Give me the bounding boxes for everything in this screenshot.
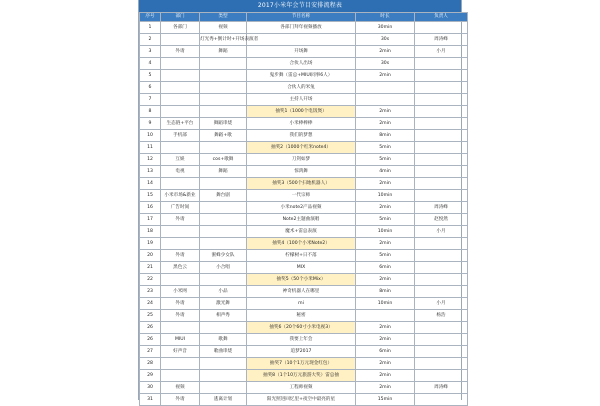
row-program: 抽奖1（1000个电饭煲） — [247, 106, 356, 118]
row-no: 9 — [140, 118, 161, 130]
row-duration: 2min — [356, 202, 415, 214]
row-owner — [415, 94, 468, 106]
row-dept: 外请 — [161, 250, 200, 262]
row-no: 22 — [140, 274, 161, 286]
row-duration: 2min — [356, 274, 415, 286]
table-row — [140, 202, 468, 214]
row-duration: 2min — [356, 382, 415, 394]
row-type — [200, 178, 247, 190]
row-no: 29 — [140, 370, 161, 382]
row-program: 鬼步舞（雷总+MIUI同事6人） — [247, 70, 356, 82]
row-program: 阳光照进回忆里+夜空中最亮的星 — [247, 394, 356, 406]
row-no: 26 — [140, 334, 161, 346]
row-no: 2 — [140, 34, 161, 46]
table-row — [140, 262, 468, 274]
table-row — [140, 58, 468, 70]
row-program: 小米note2产品视频 — [247, 202, 356, 214]
row-duration: 6min — [356, 262, 415, 274]
row-owner: 周涛峰 — [415, 382, 468, 394]
row-dept — [161, 370, 200, 382]
row-duration: 2min — [356, 238, 415, 250]
row-duration — [356, 82, 415, 94]
row-dept: MIUI — [161, 334, 200, 346]
row-duration: 10min — [356, 190, 415, 202]
row-duration: 4min — [356, 166, 415, 178]
row-dept — [161, 226, 200, 238]
row-type — [200, 58, 247, 70]
table-row — [140, 46, 468, 58]
row-type: 舞蹈+歌 — [200, 130, 247, 142]
row-dept: 生态链+平台 — [161, 118, 200, 130]
row-no: 7 — [140, 94, 161, 106]
row-dept: 外请 — [161, 46, 200, 58]
row-dept — [161, 142, 200, 154]
row-duration: 2min — [356, 118, 415, 130]
table-row — [140, 34, 468, 46]
row-duration: 6min — [356, 346, 415, 358]
header-program: 节目名称 — [247, 13, 356, 22]
row-type — [200, 382, 247, 394]
row-dept: 各部门 — [161, 22, 200, 34]
row-dept: 小米市场&新业 — [161, 190, 200, 202]
row-owner — [415, 250, 468, 262]
row-program: mi — [247, 298, 356, 310]
row-program: 抽奖6（20个60寸小米电视3） — [247, 322, 356, 334]
row-no: 27 — [140, 346, 161, 358]
row-owner — [415, 142, 468, 154]
row-owner: 周涛峰 — [415, 202, 468, 214]
row-dept — [161, 274, 200, 286]
row-duration: 2min — [356, 370, 415, 382]
row-program: 一代宗师 — [247, 190, 356, 202]
row-type: 小品 — [200, 286, 247, 298]
row-owner — [415, 178, 468, 190]
row-dept: 互娱 — [161, 154, 200, 166]
lottery-row — [140, 106, 468, 118]
row-program: 抽奖2（1000个红米note4） — [247, 142, 356, 154]
row-owner — [415, 238, 468, 250]
table-row — [140, 298, 468, 310]
row-duration: 10min — [356, 226, 415, 238]
row-type — [200, 214, 247, 226]
row-dept — [161, 70, 200, 82]
row-program: 柠檬树+日不落 — [247, 250, 356, 262]
table-row — [140, 70, 468, 82]
row-no: 15 — [140, 190, 161, 202]
row-owner — [415, 154, 468, 166]
row-no: 1 — [140, 22, 161, 34]
row-type — [200, 322, 247, 334]
row-type — [200, 358, 247, 370]
table-row — [140, 394, 468, 406]
row-program: 工程师视频 — [247, 382, 356, 394]
row-owner — [415, 394, 468, 406]
row-type — [200, 82, 247, 94]
table-row — [140, 190, 468, 202]
row-program: 神奇机器人在哪里 — [247, 286, 356, 298]
row-owner — [415, 334, 468, 346]
row-owner — [415, 274, 468, 286]
row-type: 舞台剧 — [200, 190, 247, 202]
row-duration: 8min — [356, 130, 415, 142]
row-no: 4 — [140, 58, 161, 70]
row-dept: 外请 — [161, 394, 200, 406]
row-type: cos+歌舞 — [200, 154, 247, 166]
row-type — [200, 202, 247, 214]
row-program — [247, 34, 356, 46]
row-no: 20 — [140, 250, 161, 262]
row-owner — [415, 22, 468, 34]
row-owner: 小月 — [415, 298, 468, 310]
row-program: 合伙人出场 — [247, 58, 356, 70]
row-owner — [415, 370, 468, 382]
schedule-sheet — [138, 0, 462, 400]
row-type: 相声秀 — [200, 310, 247, 322]
row-program: MIX — [247, 262, 356, 274]
lottery-row — [140, 322, 468, 334]
row-dept — [161, 82, 200, 94]
row-owner — [415, 190, 468, 202]
lottery-row — [140, 370, 468, 382]
row-duration: 5min — [356, 250, 415, 262]
table-row — [140, 286, 468, 298]
table-row — [140, 214, 468, 226]
row-no: 12 — [140, 154, 161, 166]
table-row — [140, 118, 468, 130]
row-program: 抽奖5（50个小米Mix） — [247, 274, 356, 286]
row-no: 11 — [140, 142, 161, 154]
table-row — [140, 82, 468, 94]
row-duration: 2min — [356, 358, 415, 370]
row-owner — [415, 70, 468, 82]
row-no: 31 — [140, 394, 161, 406]
row-dept: 外请 — [161, 310, 200, 322]
row-dept: 视频 — [161, 382, 200, 394]
row-program: 抽奖4（100个小米Note2） — [247, 238, 356, 250]
row-owner — [415, 58, 468, 70]
row-program: 抽奖8（1个10万元旅游大奖）雷总抽 — [247, 370, 356, 382]
row-program: 我们的梦想 — [247, 130, 356, 142]
table-row — [140, 382, 468, 394]
row-dept: 外请 — [161, 214, 200, 226]
row-no: 21 — [140, 262, 161, 274]
row-type — [200, 370, 247, 382]
row-type: 逃离计划 — [200, 394, 247, 406]
row-program: 魔术+雷总表演 — [247, 226, 356, 238]
table-row — [140, 334, 468, 346]
row-type — [200, 94, 247, 106]
table-row — [140, 166, 468, 178]
row-owner — [415, 130, 468, 142]
table-row — [140, 154, 468, 166]
header-dept: 部门 — [161, 13, 200, 22]
row-type: 蜜蜂少女队 — [200, 250, 247, 262]
lottery-row — [140, 274, 468, 286]
row-duration: 2min — [356, 106, 415, 118]
row-dept: 电视 — [161, 166, 200, 178]
row-duration: 5min — [356, 154, 415, 166]
row-duration: 2min — [356, 178, 415, 190]
row-program: 抽奖7（10个1万元现金红包） — [247, 358, 356, 370]
row-dept: 黑色云 — [161, 262, 200, 274]
lottery-row — [140, 178, 468, 190]
row-owner: 赵悦然 — [415, 214, 468, 226]
row-no: 26 — [140, 322, 161, 334]
row-duration: 10min — [356, 298, 415, 310]
row-dept — [161, 358, 200, 370]
row-owner: 杨浩 — [415, 310, 468, 322]
row-duration: 5min — [356, 142, 415, 154]
row-no: 28 — [140, 358, 161, 370]
row-no: 24 — [140, 298, 161, 310]
row-no: 6 — [140, 82, 161, 94]
row-type: 视频 — [200, 22, 247, 34]
row-dept: 外请 — [161, 298, 200, 310]
row-duration: 2min — [356, 322, 415, 334]
table-row — [140, 130, 468, 142]
row-duration: 2min — [356, 334, 415, 346]
row-no: 25 — [140, 310, 161, 322]
row-program: 惊鸿舞 — [247, 166, 356, 178]
row-program: 各部门拜年视频播放 — [247, 22, 356, 34]
row-program: 合伙人的米兔 — [247, 82, 356, 94]
row-owner — [415, 286, 468, 298]
row-type: 舞蹈串烧 — [200, 118, 247, 130]
row-dept: 广告时间 — [161, 202, 200, 214]
row-type: 歌舞 — [200, 334, 247, 346]
row-duration: 2min — [356, 70, 415, 82]
row-no: 17 — [140, 214, 161, 226]
row-dept — [161, 94, 200, 106]
row-no: 19 — [140, 238, 161, 250]
row-owner: 周涛峰 — [415, 34, 468, 46]
row-type — [200, 274, 247, 286]
row-duration: 2min — [356, 46, 415, 58]
table-row — [140, 94, 468, 106]
row-no: 16 — [140, 202, 161, 214]
row-dept — [161, 106, 200, 118]
row-type: 舞蹈 — [200, 166, 247, 178]
row-no: 13 — [140, 166, 161, 178]
row-type — [200, 226, 247, 238]
row-no: 10 — [140, 130, 161, 142]
row-no: 3 — [140, 46, 161, 58]
row-duration: 15min — [356, 394, 415, 406]
row-no: 30 — [140, 382, 161, 394]
row-owner: 小月 — [415, 46, 468, 58]
row-program: Note2主题曲演唱 — [247, 214, 356, 226]
row-program: 我要上年会 — [247, 334, 356, 346]
row-owner — [415, 82, 468, 94]
row-dept — [161, 322, 200, 334]
row-dept — [161, 238, 200, 250]
row-owner — [415, 346, 468, 358]
header-row — [140, 13, 468, 22]
row-type — [200, 106, 247, 118]
row-program: 抽奖3（500个扫地机器人） — [247, 178, 356, 190]
row-owner — [415, 118, 468, 130]
row-dept — [161, 34, 200, 46]
row-duration — [356, 310, 415, 322]
row-type — [200, 70, 247, 82]
row-owner — [415, 166, 468, 178]
schedule-table — [139, 12, 468, 406]
row-type — [200, 142, 247, 154]
lottery-row — [140, 238, 468, 250]
row-dept: 好声音 — [161, 346, 200, 358]
header-type: 类型 — [200, 13, 247, 22]
row-owner — [415, 322, 468, 334]
row-program: 小米棒棒棒 — [247, 118, 356, 130]
row-duration — [356, 94, 415, 106]
row-dept — [161, 58, 200, 70]
row-type — [200, 238, 247, 250]
header-duration: 时长 — [356, 13, 415, 22]
sheet-title: 2017小米年会节目安排流程表 — [139, 0, 461, 12]
row-type: 激光舞 — [200, 298, 247, 310]
row-owner — [415, 262, 468, 274]
row-duration: 5min — [356, 214, 415, 226]
row-program: 主持人开场 — [247, 94, 356, 106]
header-no: 序号 — [140, 13, 161, 22]
row-owner: 小月 — [415, 226, 468, 238]
row-dept: 手机部 — [161, 130, 200, 142]
row-owner — [415, 358, 468, 370]
row-duration: 30s — [356, 58, 415, 70]
row-duration: 8min — [356, 286, 415, 298]
row-duration: 30min — [356, 22, 415, 34]
table-row — [140, 250, 468, 262]
header-owner: 负责人 — [415, 13, 468, 22]
row-type: 舞蹈 — [200, 46, 247, 58]
row-type: 歌曲串烧 — [200, 346, 247, 358]
row-no: 14 — [140, 178, 161, 190]
table-row — [140, 346, 468, 358]
row-duration: 30s — [356, 34, 415, 46]
row-program: 开场舞 — [247, 46, 356, 58]
row-dept: 小米网 — [161, 286, 200, 298]
row-program: 秘密 — [247, 310, 356, 322]
table-row — [140, 226, 468, 238]
table-row — [140, 22, 468, 34]
row-type: 灯光秀+倒计时+开场表演者 — [200, 34, 247, 46]
row-owner — [415, 106, 468, 118]
lottery-row — [140, 358, 468, 370]
row-program: 刀剑如梦 — [247, 154, 356, 166]
lottery-row — [140, 142, 468, 154]
row-no: 5 — [140, 70, 161, 82]
table-row — [140, 310, 468, 322]
row-no: 23 — [140, 286, 161, 298]
row-dept — [161, 178, 200, 190]
row-no: 8 — [140, 106, 161, 118]
row-no: 18 — [140, 226, 161, 238]
row-program: 追梦2017 — [247, 346, 356, 358]
row-type: 小合唱 — [200, 262, 247, 274]
